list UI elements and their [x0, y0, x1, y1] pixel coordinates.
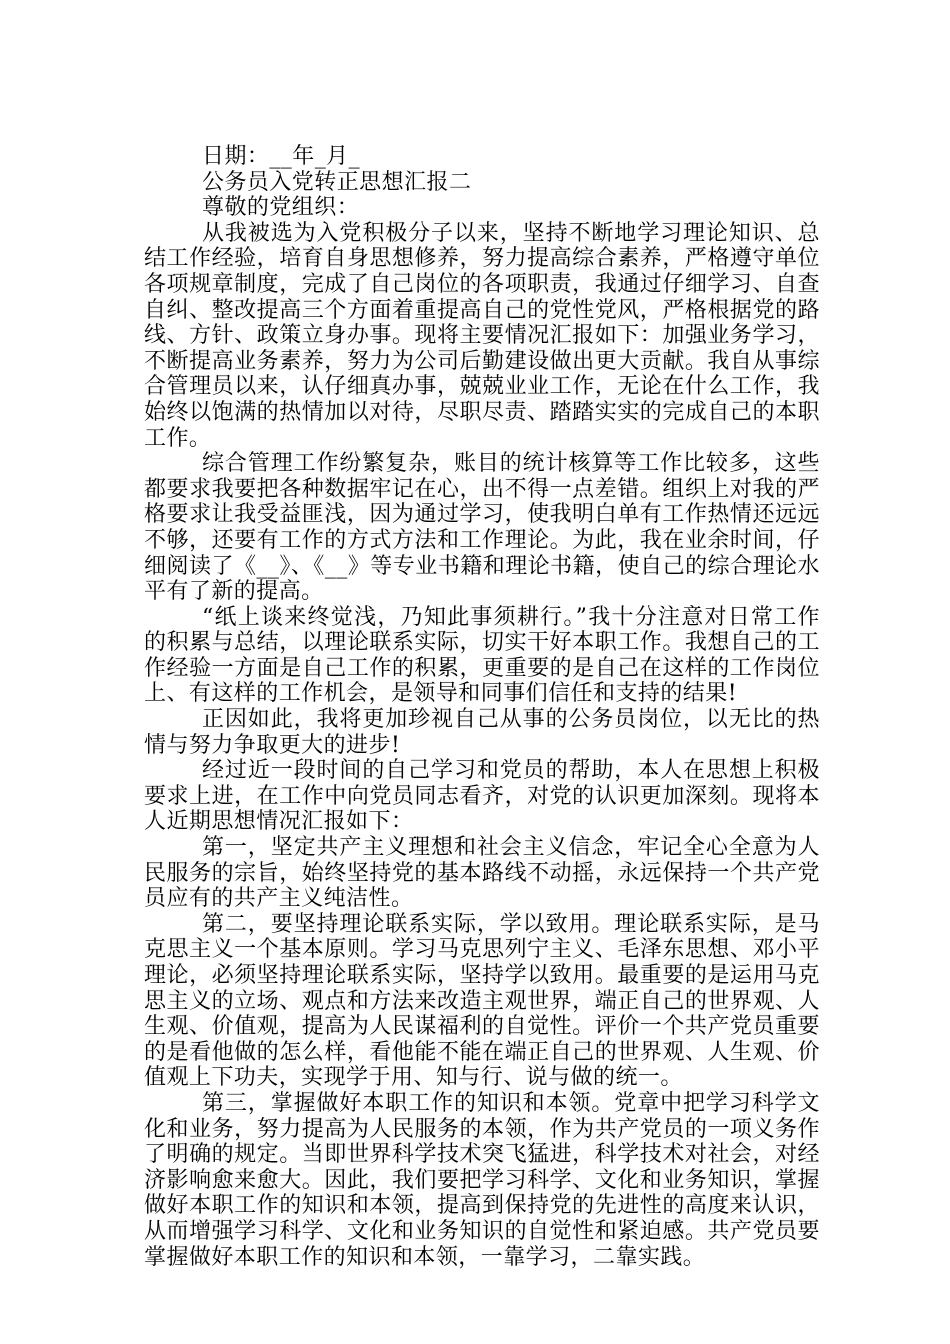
paragraph-2: 综合管理工作纷繁复杂，账目的统计核算等工作比较多，这些都要求我要把各种数据牢记在心，出不得一点差错。组织上对我的严格要求让我受益匪浅，因为通过学习，使我明白单有工作热情还远远不够，还要有工作的方式方法和工作理论。为此，我在业余时间，仔细阅读了《__》、《__》等专业书籍和理论书籍，使自己的综合理论水平有了新的提高。: [144, 451, 820, 605]
paragraph-6: 第一，坚定共产主义理想和社会主义信念，牢记全心全意为人民服务的宗旨，始终坚持党的基本路线不动摇，永远保持一个共产党员应有的共产主义纯洁性。: [144, 835, 820, 912]
paragraph-1: 从我被选为入党积极分子以来，坚持不断地学习理论知识、总结工作经验，培育自身思想修养，努力提高综合素养，严格遵守单位各项规章制度，完成了自己岗位的各项职责，我通过仔细学习、自查自纠、整改提高三个方面着重提高自己的党性党风，严格根据党的路线、方针、政策立身办事。现将主要情况汇报如下：加强业务学习，不断提高业务素养，努力为公司后勤建设做出更大贡献。我自从事综合管理员以来，认仔细真办事，兢兢业业工作，无论在什么工作，我始终以饱满的热情加以对待，尽职尽责、踏踏实实的完成自己的本职工作。: [144, 220, 820, 451]
paragraph-8: 第三，掌握做好本职工作的知识和本领。党章中把学习科学文化和业务，努力提高为人民服务的本领，作为共产党员的一项义务作了明确的规定。当即世界科学技术突飞猛进，科学技术对社会，对经济影响愈来愈大。因此，我们要把学习科学、文化和业务知识，掌握做好本职工作的知识和本领，提高到保持党的先进性的高度来认识，从而增强学习科学、文化和业务知识的自觉性和紧迫感。共产党员要掌握做好本职工作的知识和本领，一靠学习，二靠实践。: [144, 1090, 820, 1270]
paragraph-5: 经过近一段时间的自己学习和党员的帮助，本人在思想上积极要求上进，在工作中向党员同志看齐，对党的认识更加深刻。现将本人近期思想情况汇报如下：: [144, 758, 820, 835]
paragraph-7: 第二，要坚持理论联系实际，学以致用。理论联系实际，是马克思主义一个基本原则。学习马克思列宁主义、毛泽东思想、邓小平理论，必须坚持理论联系实际，坚持学以致用。最重要的是运用马克思主义的立场、观点和方法来改造主观世界，端正自己的世界观、人生观、价值观，提高为人民谋福利的自觉性。评价一个共产党员重要的是看他做的怎么样，看他能不能在端正自己的世界观、人生观、价值观上下功夫，实现学于用、知与行、说与做的统一。: [144, 911, 820, 1091]
document-page: [144, 144, 820, 1270]
paragraph-4: 正因如此，我将更加珍视自己从事的公务员岗位，以无比的热情与努力争取更大的进步!: [144, 707, 820, 758]
document-title: 公务员入党转正思想汇报二: [202, 169, 472, 195]
date-line: 日期：__年_月_: [202, 144, 361, 169]
paragraph-3: “纸上谈来终觉浅，乃知此事须耕行。”我十分注意对日常工作的积累与总结，以理论联系实际，切实干好本职工作。我想自己的工作经验一方面是自己工作的积累，更重要的是自己在这样的工作岗位上、有这样的工作机会，是领导和同事们信任和支持的结果!: [144, 604, 820, 707]
salutation: 尊敬的党组织：: [202, 195, 360, 221]
